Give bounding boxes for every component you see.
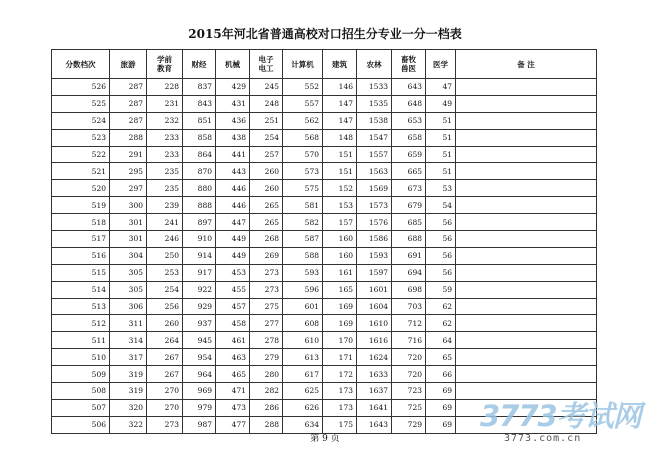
count-cell: 151 (323, 163, 357, 180)
count-cell: 436 (216, 112, 250, 129)
count-cell: 691 (392, 247, 426, 264)
count-cell: 685 (392, 214, 426, 231)
count-cell: 147 (323, 112, 357, 129)
count-cell: 1593 (357, 247, 392, 264)
count-cell: 588 (283, 247, 323, 264)
count-cell: 270 (147, 383, 183, 400)
count-cell: 582 (283, 214, 323, 231)
count-cell: 287 (110, 95, 147, 112)
count-cell: 256 (147, 298, 183, 315)
count-cell: 987 (183, 416, 216, 433)
count-cell: 429 (216, 79, 250, 96)
table-row (52, 298, 597, 315)
remarks-cell (456, 129, 597, 146)
count-cell: 254 (250, 129, 283, 146)
score-table (51, 49, 597, 434)
count-cell: 581 (283, 197, 323, 214)
count-cell: 870 (183, 163, 216, 180)
count-cell: 233 (147, 129, 183, 146)
count-cell: 1563 (357, 163, 392, 180)
count-cell: 157 (323, 214, 357, 231)
count-cell: 173 (323, 383, 357, 400)
table-row (52, 231, 597, 248)
count-cell: 471 (216, 383, 250, 400)
count-cell: 1624 (357, 349, 392, 366)
count-cell: 160 (323, 247, 357, 264)
count-cell: 172 (323, 366, 357, 383)
count-cell: 1576 (357, 214, 392, 231)
count-cell: 56 (426, 231, 456, 248)
count-cell: 51 (426, 146, 456, 163)
table-row (52, 281, 597, 298)
table-row (52, 366, 597, 383)
count-cell: 65 (426, 349, 456, 366)
score-cell: 519 (52, 197, 110, 214)
remarks-cell (456, 197, 597, 214)
count-cell: 617 (283, 366, 323, 383)
count-cell: 254 (147, 281, 183, 298)
count-cell: 54 (426, 197, 456, 214)
remarks-cell (456, 214, 597, 231)
count-cell: 431 (216, 95, 250, 112)
count-cell: 698 (392, 281, 426, 298)
count-cell: 929 (183, 298, 216, 315)
score-cell: 526 (52, 79, 110, 96)
count-cell: 864 (183, 146, 216, 163)
count-cell: 51 (426, 163, 456, 180)
count-cell: 954 (183, 349, 216, 366)
count-cell: 69 (426, 399, 456, 416)
count-cell: 658 (392, 129, 426, 146)
count-cell: 694 (392, 264, 426, 281)
count-cell: 557 (283, 95, 323, 112)
score-cell: 524 (52, 112, 110, 129)
count-cell: 914 (183, 247, 216, 264)
count-cell: 47 (426, 79, 456, 96)
watermark-url: 3773.com.cn (504, 433, 582, 444)
column-header: 电子 电工 (250, 50, 283, 79)
count-cell: 170 (323, 332, 357, 349)
count-cell: 587 (283, 231, 323, 248)
column-header: 旅游 (110, 50, 147, 79)
count-cell: 231 (147, 95, 183, 112)
table-row (52, 95, 597, 112)
remarks-cell (456, 231, 597, 248)
column-header: 医学 (426, 50, 456, 79)
count-cell: 880 (183, 180, 216, 197)
count-cell: 665 (392, 163, 426, 180)
score-cell: 511 (52, 332, 110, 349)
table-header-row (52, 50, 597, 79)
count-cell: 241 (147, 214, 183, 231)
count-cell: 552 (283, 79, 323, 96)
count-cell: 161 (323, 264, 357, 281)
count-cell: 311 (110, 315, 147, 332)
score-cell: 513 (52, 298, 110, 315)
count-cell: 601 (283, 298, 323, 315)
count-cell: 725 (392, 399, 426, 416)
count-cell: 964 (183, 366, 216, 383)
count-cell: 441 (216, 146, 250, 163)
page-number: 第 9 页 (310, 434, 340, 444)
count-cell: 62 (426, 298, 456, 315)
count-cell: 56 (426, 214, 456, 231)
count-cell: 288 (250, 416, 283, 433)
score-cell: 518 (52, 214, 110, 231)
count-cell: 246 (147, 231, 183, 248)
count-cell: 304 (110, 247, 147, 264)
count-cell: 455 (216, 281, 250, 298)
count-cell: 447 (216, 214, 250, 231)
count-cell: 295 (110, 163, 147, 180)
count-cell: 575 (283, 180, 323, 197)
count-cell: 265 (250, 214, 283, 231)
count-cell: 69 (426, 416, 456, 433)
count-cell: 173 (323, 399, 357, 416)
count-cell: 280 (250, 366, 283, 383)
remarks-cell (456, 180, 597, 197)
count-cell: 301 (110, 214, 147, 231)
remarks-cell (456, 281, 597, 298)
count-cell: 979 (183, 399, 216, 416)
count-cell: 286 (250, 399, 283, 416)
count-cell: 596 (283, 281, 323, 298)
table-row (52, 146, 597, 163)
count-cell: 279 (250, 349, 283, 366)
count-cell: 305 (110, 264, 147, 281)
count-cell: 712 (392, 315, 426, 332)
score-cell: 516 (52, 247, 110, 264)
count-cell: 1604 (357, 298, 392, 315)
remarks-cell (456, 247, 597, 264)
count-cell: 322 (110, 416, 147, 433)
column-header: 建筑 (323, 50, 357, 79)
count-cell: 463 (216, 349, 250, 366)
score-cell: 507 (52, 399, 110, 416)
count-cell: 277 (250, 315, 283, 332)
table-row (52, 163, 597, 180)
score-cell: 525 (52, 95, 110, 112)
remarks-cell (456, 298, 597, 315)
count-cell: 917 (183, 264, 216, 281)
count-cell: 239 (147, 197, 183, 214)
count-cell: 260 (250, 163, 283, 180)
remarks-cell (456, 264, 597, 281)
count-cell: 301 (110, 231, 147, 248)
count-cell: 1569 (357, 180, 392, 197)
table-row (52, 79, 597, 96)
count-cell: 62 (426, 315, 456, 332)
count-cell: 270 (147, 399, 183, 416)
count-cell: 720 (392, 349, 426, 366)
count-cell: 175 (323, 416, 357, 433)
score-cell: 510 (52, 349, 110, 366)
count-cell: 49 (426, 95, 456, 112)
count-cell: 287 (110, 112, 147, 129)
count-cell: 461 (216, 332, 250, 349)
count-cell: 643 (392, 79, 426, 96)
score-cell: 514 (52, 281, 110, 298)
count-cell: 267 (147, 349, 183, 366)
table-row (52, 349, 597, 366)
count-cell: 314 (110, 332, 147, 349)
count-cell: 171 (323, 349, 357, 366)
count-cell: 568 (283, 129, 323, 146)
table-row (52, 129, 597, 146)
count-cell: 306 (110, 298, 147, 315)
count-cell: 169 (323, 315, 357, 332)
count-cell: 1557 (357, 146, 392, 163)
count-cell: 969 (183, 383, 216, 400)
count-cell: 287 (110, 79, 147, 96)
count-cell: 1601 (357, 281, 392, 298)
count-cell: 320 (110, 399, 147, 416)
count-cell: 268 (250, 231, 283, 248)
count-cell: 265 (250, 197, 283, 214)
count-cell: 634 (283, 416, 323, 433)
count-cell: 165 (323, 281, 357, 298)
count-cell: 659 (392, 146, 426, 163)
count-cell: 465 (216, 366, 250, 383)
count-cell: 151 (323, 146, 357, 163)
count-cell: 729 (392, 416, 426, 433)
table-row (52, 315, 597, 332)
remarks-cell (456, 315, 597, 332)
count-cell: 626 (283, 399, 323, 416)
count-cell: 570 (283, 146, 323, 163)
count-cell: 1633 (357, 366, 392, 383)
table-row (52, 197, 597, 214)
count-cell: 317 (110, 349, 147, 366)
count-cell: 446 (216, 180, 250, 197)
count-cell: 273 (147, 416, 183, 433)
count-cell: 446 (216, 197, 250, 214)
page-title: 2015年河北省普通高校对口招生分专业一分一档表 (188, 27, 462, 41)
count-cell: 1547 (357, 129, 392, 146)
table-row (52, 180, 597, 197)
count-cell: 625 (283, 383, 323, 400)
count-cell: 56 (426, 264, 456, 281)
count-cell: 562 (283, 112, 323, 129)
count-cell: 608 (283, 315, 323, 332)
count-cell: 69 (426, 383, 456, 400)
count-cell: 457 (216, 298, 250, 315)
count-cell: 1573 (357, 197, 392, 214)
score-cell: 508 (52, 383, 110, 400)
count-cell: 288 (110, 129, 147, 146)
remarks-cell (456, 366, 597, 383)
count-cell: 257 (250, 146, 283, 163)
count-cell: 267 (147, 366, 183, 383)
count-cell: 153 (323, 197, 357, 214)
count-cell: 291 (110, 146, 147, 163)
count-cell: 851 (183, 112, 216, 129)
count-cell: 305 (110, 281, 147, 298)
score-cell: 521 (52, 163, 110, 180)
count-cell: 160 (323, 231, 357, 248)
count-cell: 253 (147, 264, 183, 281)
count-cell: 593 (283, 264, 323, 281)
count-cell: 716 (392, 332, 426, 349)
column-header: 学前 教育 (147, 50, 183, 79)
score-cell: 515 (52, 264, 110, 281)
count-cell: 888 (183, 197, 216, 214)
count-cell: 64 (426, 332, 456, 349)
count-cell: 147 (323, 95, 357, 112)
count-cell: 282 (250, 383, 283, 400)
score-cell: 509 (52, 366, 110, 383)
count-cell: 937 (183, 315, 216, 332)
count-cell: 1586 (357, 231, 392, 248)
score-cell: 506 (52, 416, 110, 433)
count-cell: 56 (426, 247, 456, 264)
count-cell: 51 (426, 112, 456, 129)
column-header: 计算机 (283, 50, 323, 79)
count-cell: 245 (250, 79, 283, 96)
count-cell: 1637 (357, 383, 392, 400)
remarks-cell (456, 163, 597, 180)
count-cell: 232 (147, 112, 183, 129)
count-cell: 458 (216, 315, 250, 332)
count-cell: 264 (147, 332, 183, 349)
score-cell: 517 (52, 231, 110, 248)
table-row (52, 332, 597, 349)
count-cell: 449 (216, 247, 250, 264)
count-cell: 260 (147, 315, 183, 332)
count-cell: 152 (323, 180, 357, 197)
count-cell: 858 (183, 129, 216, 146)
remarks-cell (456, 349, 597, 366)
count-cell: 653 (392, 112, 426, 129)
count-cell: 573 (283, 163, 323, 180)
column-header: 农林 (357, 50, 392, 79)
remarks-cell (456, 146, 597, 163)
score-cell: 523 (52, 129, 110, 146)
count-cell: 688 (392, 231, 426, 248)
score-cell: 512 (52, 315, 110, 332)
count-cell: 837 (183, 79, 216, 96)
count-cell: 51 (426, 129, 456, 146)
count-cell: 449 (216, 231, 250, 248)
count-cell: 146 (323, 79, 357, 96)
count-cell: 477 (216, 416, 250, 433)
column-header: 畜牧 兽医 (392, 50, 426, 79)
count-cell: 233 (147, 146, 183, 163)
count-cell: 319 (110, 366, 147, 383)
count-cell: 275 (250, 298, 283, 315)
count-cell: 1597 (357, 264, 392, 281)
score-cell: 522 (52, 146, 110, 163)
count-cell: 610 (283, 332, 323, 349)
count-cell: 648 (392, 95, 426, 112)
count-cell: 273 (250, 281, 283, 298)
count-cell: 679 (392, 197, 426, 214)
count-cell: 843 (183, 95, 216, 112)
count-cell: 235 (147, 180, 183, 197)
count-cell: 613 (283, 349, 323, 366)
remarks-cell (456, 332, 597, 349)
count-cell: 438 (216, 129, 250, 146)
count-cell: 1610 (357, 315, 392, 332)
count-cell: 703 (392, 298, 426, 315)
count-cell: 723 (392, 383, 426, 400)
count-cell: 248 (250, 95, 283, 112)
count-cell: 1641 (357, 399, 392, 416)
count-cell: 945 (183, 332, 216, 349)
count-cell: 53 (426, 180, 456, 197)
count-cell: 148 (323, 129, 357, 146)
count-cell: 300 (110, 197, 147, 214)
count-cell: 443 (216, 163, 250, 180)
watermark-brand: 3773考试网 (480, 399, 641, 433)
count-cell: 1533 (357, 79, 392, 96)
count-cell: 260 (250, 180, 283, 197)
table-row (52, 214, 597, 231)
count-cell: 319 (110, 383, 147, 400)
count-cell: 1643 (357, 416, 392, 433)
count-cell: 59 (426, 281, 456, 298)
count-cell: 250 (147, 247, 183, 264)
count-cell: 673 (392, 180, 426, 197)
count-cell: 473 (216, 399, 250, 416)
count-cell: 273 (250, 264, 283, 281)
remarks-cell (456, 79, 597, 96)
column-header: 备 注 (456, 50, 597, 79)
count-cell: 251 (250, 112, 283, 129)
count-cell: 453 (216, 264, 250, 281)
count-cell: 269 (250, 247, 283, 264)
table-row (52, 247, 597, 264)
count-cell: 910 (183, 231, 216, 248)
count-cell: 1538 (357, 112, 392, 129)
count-cell: 1535 (357, 95, 392, 112)
count-cell: 235 (147, 163, 183, 180)
count-cell: 169 (323, 298, 357, 315)
column-header: 机械 (216, 50, 250, 79)
remarks-cell (456, 112, 597, 129)
count-cell: 66 (426, 366, 456, 383)
table-row (52, 112, 597, 129)
column-header: 分数档次 (52, 50, 110, 79)
score-cell: 520 (52, 180, 110, 197)
column-header: 财经 (183, 50, 216, 79)
table-row (52, 264, 597, 281)
count-cell: 228 (147, 79, 183, 96)
count-cell: 297 (110, 180, 147, 197)
count-cell: 720 (392, 366, 426, 383)
watermark-logo (478, 394, 648, 456)
count-cell: 922 (183, 281, 216, 298)
count-cell: 1616 (357, 332, 392, 349)
count-cell: 278 (250, 332, 283, 349)
count-cell: 897 (183, 214, 216, 231)
remarks-cell (456, 95, 597, 112)
